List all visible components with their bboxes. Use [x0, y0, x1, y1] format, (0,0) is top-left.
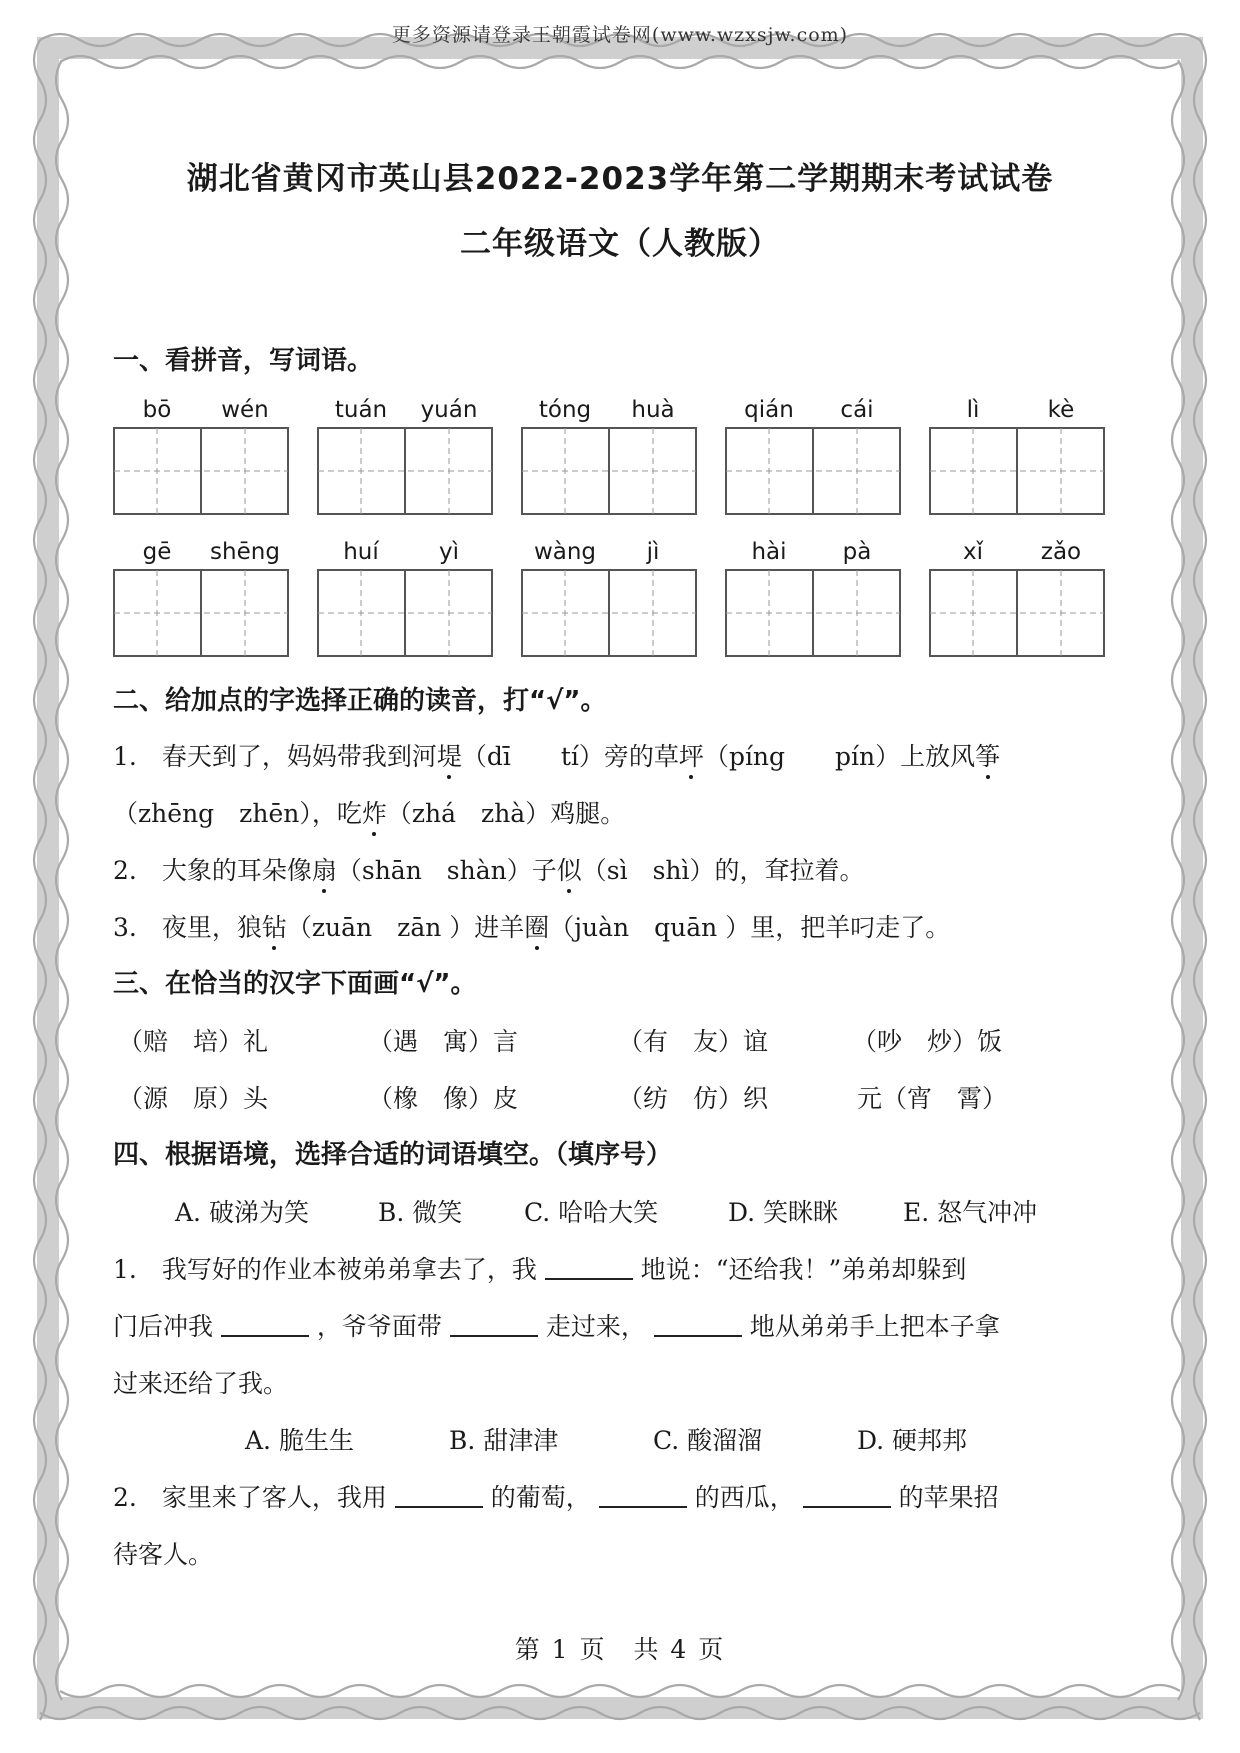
word-box — [113, 539, 289, 669]
pinyin: xǐ — [962, 539, 983, 565]
answer-blank[interactable] — [395, 1484, 483, 1508]
writing-grid[interactable] — [317, 569, 493, 657]
writing-grid[interactable] — [725, 427, 901, 515]
word-box — [317, 539, 493, 669]
pinyin: kè — [1047, 397, 1075, 423]
pinyin: yì — [438, 539, 459, 565]
question-4-2-line2: 待客人。 — [113, 1540, 214, 1569]
pinyin: bō — [142, 397, 172, 423]
pinyin: gē — [142, 539, 172, 565]
pinyin: zǎo — [1040, 539, 1082, 565]
writing-grid[interactable] — [929, 569, 1105, 657]
question-4-1-line2: 门后冲我 ，爷爷面带 走过来， 地从弟弟手上把本子拿 — [113, 1312, 1000, 1341]
pinyin: wén — [221, 397, 269, 423]
pinyin: tóng — [538, 397, 592, 423]
writing-grid[interactable] — [725, 569, 901, 657]
question-2-3: 3. 夜里，狼钻（zuān zān ）进羊圈（juàn quān ）里，把羊叼走了。 — [113, 908, 950, 944]
word-box — [113, 397, 289, 527]
question-2-1-line1: 1. 春天到了，妈妈带我到河堤（dī tí）旁的草坪（píng pín）上放风筝 — [113, 737, 1000, 773]
dotted-char: 堤 — [437, 737, 462, 773]
pinyin: yuán — [420, 397, 478, 423]
answer-blank[interactable] — [221, 1313, 309, 1337]
choice-item[interactable]: （纺 仿）织 — [618, 1084, 769, 1113]
dotted-char: 炸 — [362, 794, 387, 830]
pinyin-row-1 — [0, 397, 1240, 557]
pinyin: shēng — [210, 539, 280, 565]
pinyin: hài — [751, 539, 787, 565]
section4-heading: 四、根据语境，选择合适的词语填空。（填序号） — [113, 1140, 673, 1170]
pinyin: lì — [966, 397, 980, 423]
answer-blank[interactable] — [599, 1484, 687, 1508]
pinyin: pà — [842, 539, 872, 565]
question-2-2: 2. 大象的耳朵像扇（shān shàn）子似（sì shì）的，耷拉着。 — [113, 851, 865, 887]
pinyin-row-2 — [0, 539, 1240, 699]
word-box — [521, 539, 697, 669]
word-option: B. 甜津津 — [449, 1426, 559, 1455]
question-4-1-line1: 1. 我写好的作业本被弟弟拿去了，我 地说：“还给我！”弟弟却躲到 — [113, 1255, 967, 1284]
word-option: E. 怒气冲冲 — [903, 1198, 1038, 1227]
word-option: B. 微笑 — [378, 1198, 463, 1227]
pinyin: huí — [343, 539, 379, 565]
word-box — [317, 397, 493, 527]
choice-item[interactable]: 元（宵 霄） — [857, 1084, 1008, 1113]
word-option: A. 破涕为笑 — [175, 1198, 309, 1227]
word-option: C. 哈哈大笑 — [524, 1198, 659, 1227]
word-option: C. 酸溜溜 — [653, 1426, 763, 1455]
section1-heading: 一、看拼音，写词语。 — [113, 346, 374, 376]
word-option: D. 硬邦邦 — [857, 1426, 968, 1455]
word-option: D. 笑眯眯 — [728, 1198, 839, 1227]
question-4-1-line3: 过来还给了我。 — [113, 1369, 289, 1398]
word-box — [929, 539, 1105, 669]
exam-subtitle: 二年级语文（人教版） — [460, 226, 780, 262]
word-box — [929, 397, 1105, 527]
writing-grid[interactable] — [317, 427, 493, 515]
pinyin: jì — [646, 539, 660, 565]
dotted-char: 圈 — [524, 908, 549, 944]
writing-grid[interactable] — [113, 569, 289, 657]
choice-item[interactable]: （赔 培）礼 — [118, 1027, 269, 1056]
answer-blank[interactable] — [654, 1313, 742, 1337]
word-box — [725, 539, 901, 669]
exam-title: 湖北省黄冈市英山县2022-2023学年第二学期期末考试试卷 — [186, 161, 1054, 197]
answer-blank[interactable] — [450, 1313, 538, 1337]
dotted-char: 钻 — [262, 908, 287, 944]
site-note: 更多资源请登录王朝霞试卷网(www.wzxsjw.com) — [391, 24, 849, 46]
word-box — [725, 397, 901, 527]
choice-item[interactable]: （橡 像）皮 — [368, 1084, 519, 1113]
question-2-1-line2: （zhēng zhēn），吃炸（zhá zhà）鸡腿。 — [113, 794, 625, 830]
choice-item[interactable]: （吵 炒）饭 — [852, 1027, 1003, 1056]
writing-grid[interactable] — [929, 427, 1105, 515]
pinyin: qián — [744, 397, 794, 423]
pinyin: cái — [840, 397, 874, 423]
writing-grid[interactable] — [521, 569, 697, 657]
answer-blank[interactable] — [545, 1256, 633, 1280]
question-4-2-line1: 2. 家里来了客人，我用 的葡萄， 的西瓜， 的苹果招 — [113, 1483, 999, 1512]
page-footer: 第 1 页 共 4 页 — [514, 1635, 726, 1664]
choice-item[interactable]: （遇 寓）言 — [368, 1027, 519, 1056]
section2-heading: 二、给加点的字选择正确的读音，打“√”。 — [113, 686, 607, 716]
pinyin: huà — [631, 397, 675, 423]
choice-item[interactable]: （源 原）头 — [118, 1084, 269, 1113]
dotted-char: 坪 — [679, 737, 704, 773]
pinyin: tuán — [334, 397, 388, 423]
section3-heading: 三、在恰当的汉字下面画“√”。 — [113, 969, 477, 999]
writing-grid[interactable] — [521, 427, 697, 515]
word-option: A. 脆生生 — [245, 1426, 354, 1455]
pinyin: wàng — [533, 539, 597, 565]
dotted-char: 似 — [557, 851, 582, 887]
answer-blank[interactable] — [803, 1484, 891, 1508]
dotted-char: 扇 — [312, 851, 337, 887]
choice-item[interactable]: （有 友）谊 — [618, 1027, 769, 1056]
word-box — [521, 397, 697, 527]
dotted-char: 筝 — [975, 737, 1000, 773]
writing-grid[interactable] — [113, 427, 289, 515]
